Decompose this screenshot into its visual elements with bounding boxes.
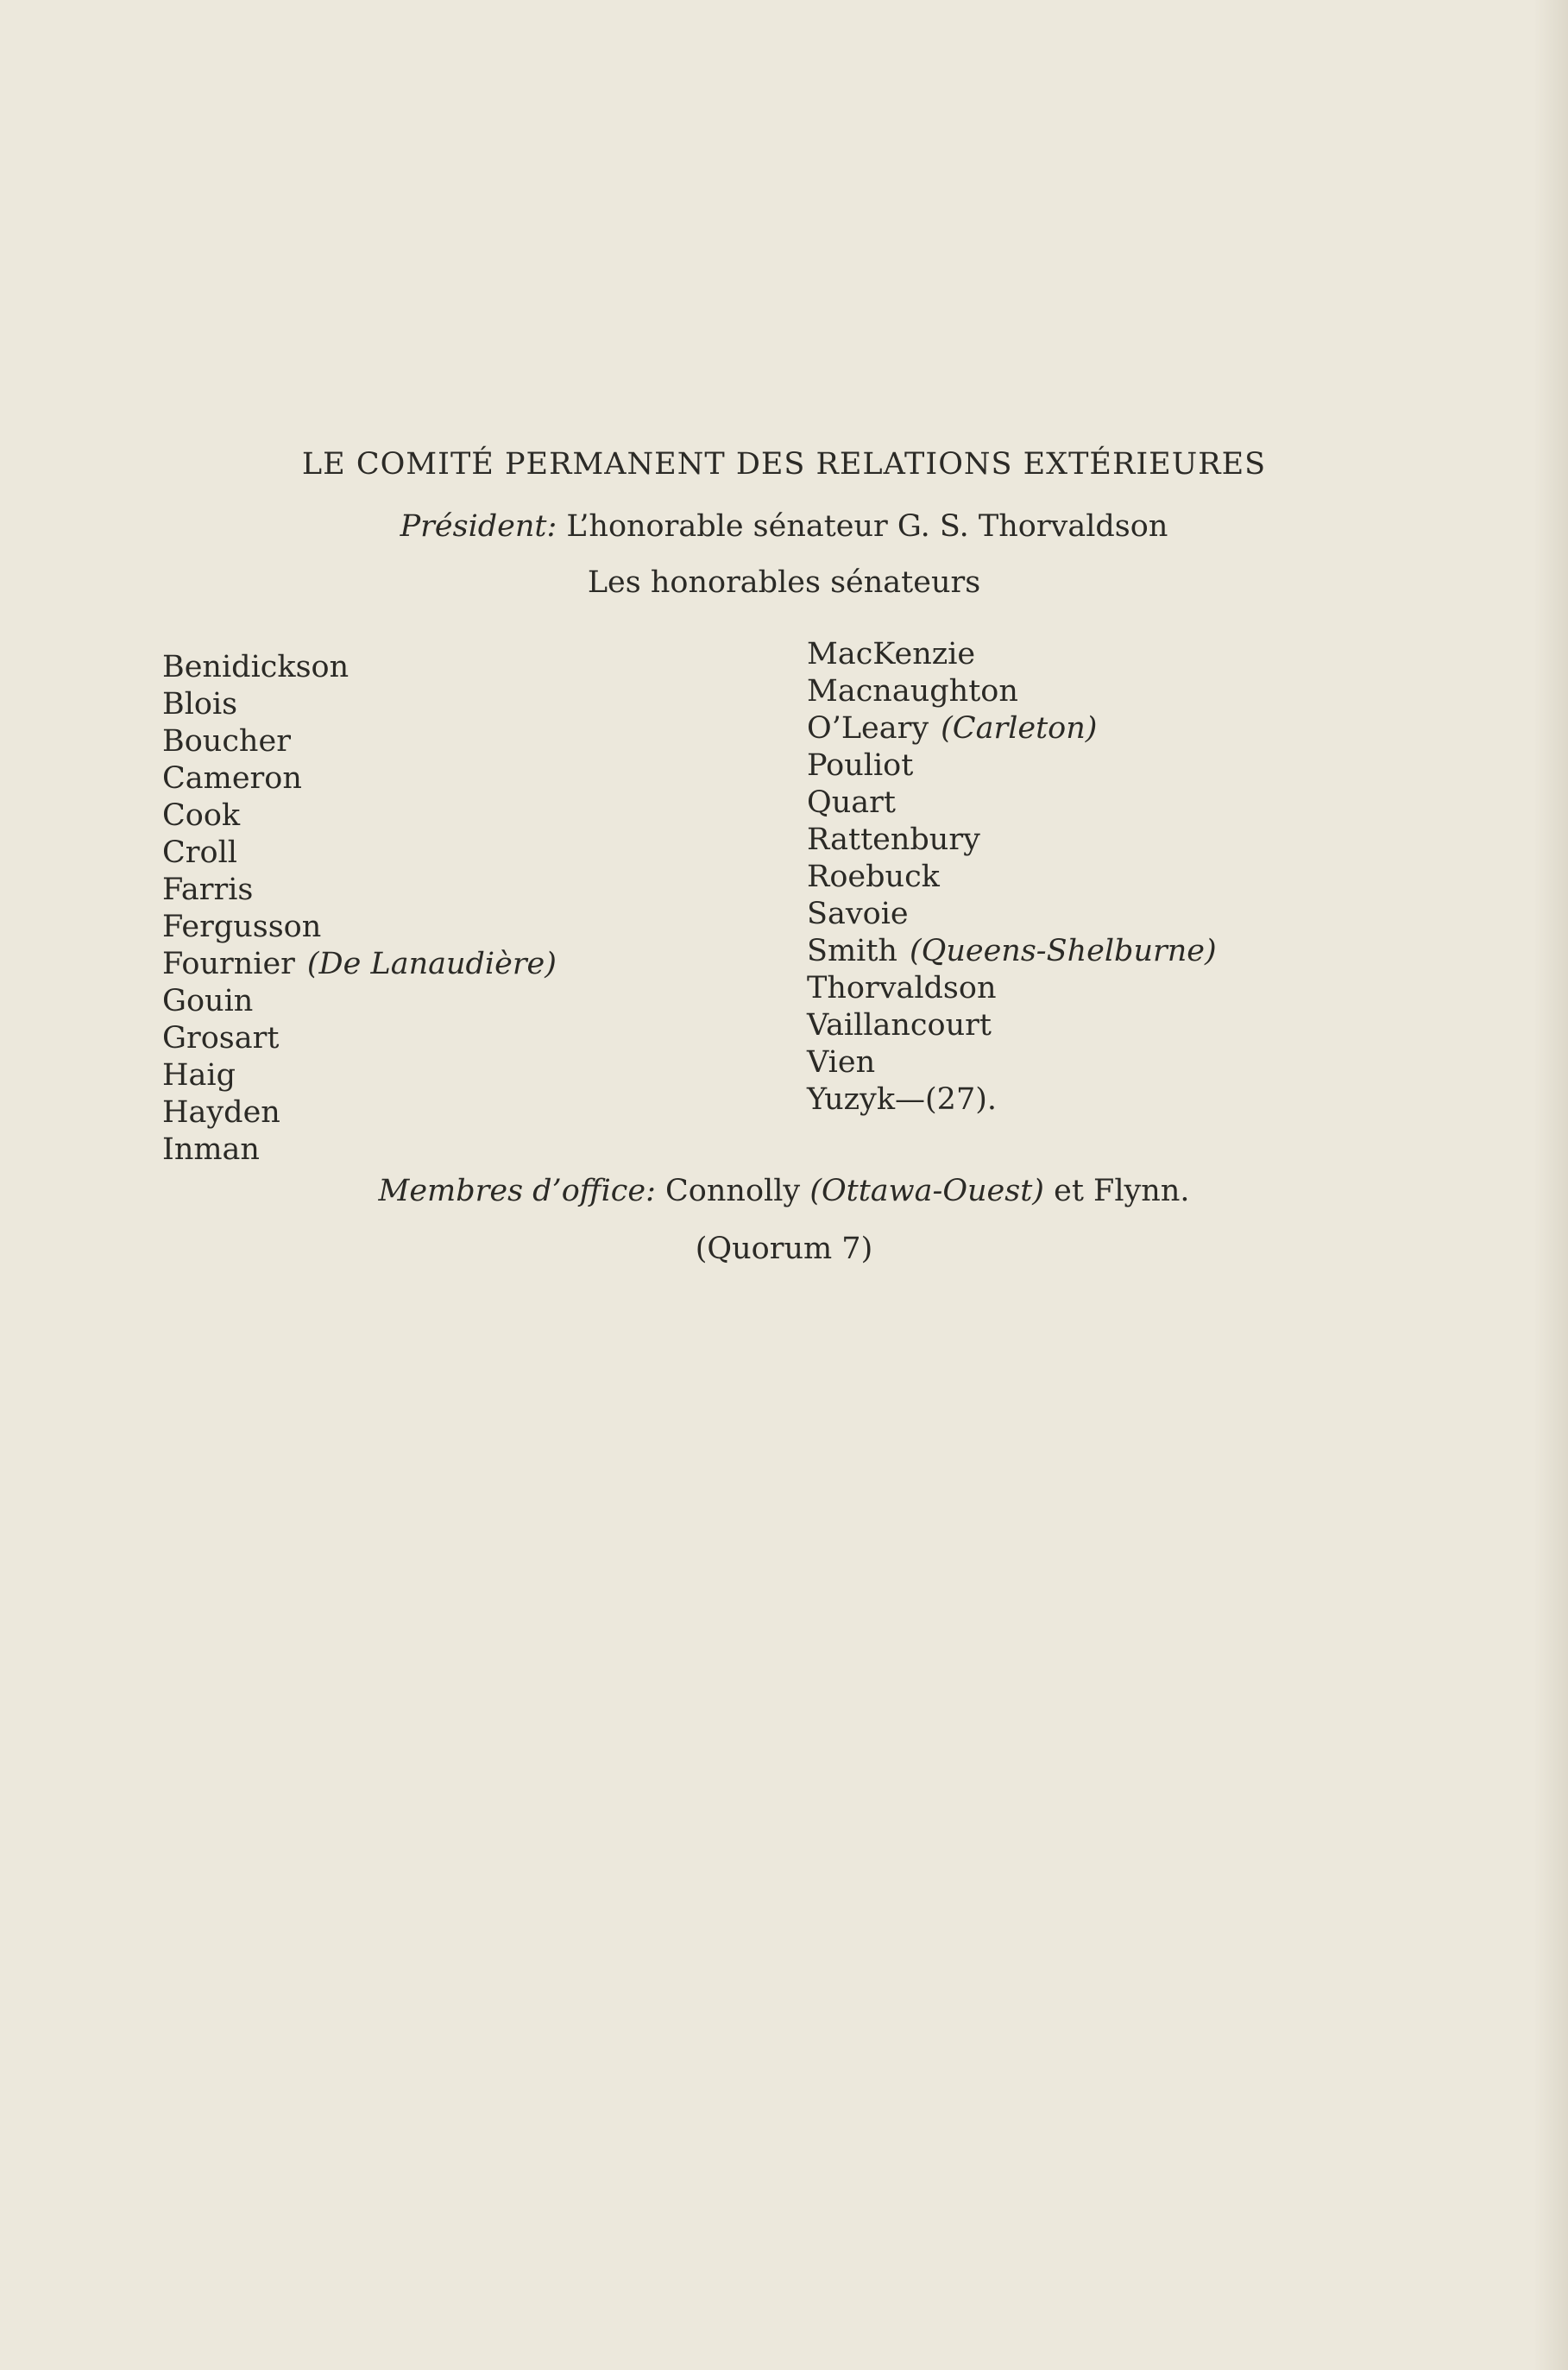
senator-item <box>807 710 1217 747</box>
senator-item <box>807 1081 1217 1119</box>
senator-name: MacKenzie <box>807 637 976 671</box>
senator-item <box>807 970 1217 1007</box>
senator-name: Farris <box>162 873 254 907</box>
senator-item <box>162 983 557 1020</box>
senator-name: Pouliot <box>807 748 914 783</box>
senators-list-left <box>162 649 557 1169</box>
senator-item <box>807 747 1217 785</box>
senator-name: O’Leary <box>807 711 929 746</box>
senator-name: Blois <box>162 687 238 722</box>
senator-name: Grosart <box>162 1021 280 1056</box>
senator-riding: (De Lanaudière) <box>306 947 557 981</box>
senator-item <box>162 686 557 723</box>
senator-name: Fergusson <box>162 910 322 944</box>
senator-name: Haig <box>162 1058 236 1093</box>
senator-item <box>162 835 557 872</box>
senator-name: Benidickson <box>162 650 349 684</box>
senator-riding: (Carleton) <box>941 711 1098 746</box>
senator-name: Gouin <box>162 984 254 1018</box>
senator-item <box>162 1131 557 1169</box>
senators-heading: Les honorables sénateurs <box>587 565 981 600</box>
senator-item <box>807 785 1217 822</box>
senator-item <box>807 1044 1217 1081</box>
senator-name: Boucher <box>162 724 291 759</box>
senator-item <box>162 872 557 909</box>
senator-name: Thorvaldson <box>807 971 997 1005</box>
senator-name: Rattenbury <box>807 823 980 857</box>
senator-item <box>807 896 1217 933</box>
senator-item <box>807 636 1217 673</box>
senator-item <box>162 723 557 760</box>
senator-name: Croll <box>162 835 237 870</box>
senator-item <box>162 1057 557 1094</box>
senator-name: Macnaughton <box>807 674 1018 709</box>
senator-item <box>162 1094 557 1131</box>
senator-item <box>162 649 557 686</box>
president-line <box>0 509 1568 544</box>
president-name: L’honorable sénateur G. S. Thorvaldson <box>566 509 1168 544</box>
senator-name: Fournier <box>162 947 295 981</box>
senator-item <box>162 946 557 983</box>
senator-name: Cook <box>162 798 241 833</box>
senator-name: Savoie <box>807 897 909 931</box>
senator-item <box>807 859 1217 896</box>
senator-item <box>162 760 557 797</box>
ex-officio-name-2: Flynn. <box>1093 1174 1190 1208</box>
senator-item <box>807 673 1217 710</box>
ex-officio-label: Membres d’office: <box>378 1174 656 1208</box>
senator-item <box>162 797 557 835</box>
quorum: (Quorum 7) <box>695 1232 873 1266</box>
senator-name: Smith <box>807 934 897 968</box>
senator-name: Cameron <box>162 761 302 796</box>
president-label: Président: <box>400 509 557 544</box>
senator-name: Yuzyk—(27). <box>807 1082 997 1117</box>
senator-name: Vaillancourt <box>807 1008 992 1043</box>
senator-name: Roebuck <box>807 860 940 894</box>
senator-riding: (Queens-Shelburne) <box>909 934 1217 968</box>
senator-name: Inman <box>162 1132 260 1167</box>
ex-officio-riding-1: (Ottawa-Ouest) <box>809 1174 1044 1208</box>
senator-name: Vien <box>807 1045 876 1080</box>
senator-name: Hayden <box>162 1095 280 1130</box>
senator-item <box>162 909 557 946</box>
committee-title: LE COMITÉ PERMANENT DES RELATIONS EXTÉRIEURES <box>301 447 1267 482</box>
senator-item <box>807 822 1217 859</box>
senator-item <box>162 1020 557 1057</box>
senator-name: Quart <box>807 785 896 820</box>
ex-officio-joiner: et <box>1054 1174 1084 1208</box>
senators-list-right <box>807 636 1217 1119</box>
ex-officio-name-1: Connolly <box>665 1174 801 1208</box>
senator-item <box>807 1007 1217 1044</box>
ex-officio-line <box>0 1174 1568 1208</box>
senator-item <box>807 933 1217 970</box>
